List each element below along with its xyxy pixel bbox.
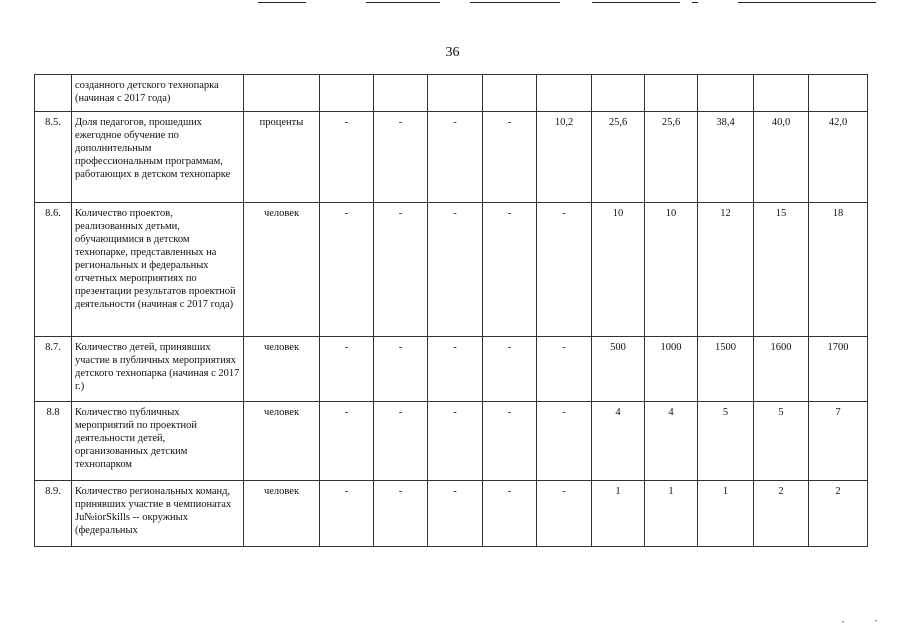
indicator-name: Доля педагогов, прошедших ежегодное обучение по дополнительным профессиональным программам, работающих в детском технопарке bbox=[72, 112, 244, 203]
value-cell: - bbox=[537, 402, 592, 481]
value-cell: 18 bbox=[809, 203, 868, 337]
value-cell: - bbox=[537, 481, 592, 547]
unit-cell bbox=[244, 75, 320, 112]
value-cell: 10,2 bbox=[537, 112, 592, 203]
table-row bbox=[35, 402, 868, 481]
value-cell: 1 bbox=[645, 481, 698, 547]
value-cell: 4 bbox=[645, 402, 698, 481]
indicator-name: Количество детей, принявших участие в публичных мероприятиях детского технопарка (начиная с 2017 г.) bbox=[72, 337, 244, 402]
table-row bbox=[35, 75, 868, 112]
row-number: 8.7. bbox=[35, 337, 72, 402]
value-cell: - bbox=[374, 337, 428, 402]
value-cell: 10 bbox=[645, 203, 698, 337]
value-cell: - bbox=[320, 203, 374, 337]
value-cell: - bbox=[374, 481, 428, 547]
value-cell: 38,4 bbox=[698, 112, 754, 203]
value-cell: - bbox=[374, 402, 428, 481]
value-cell: - bbox=[483, 337, 537, 402]
value-cell: - bbox=[428, 337, 483, 402]
value-cell: - bbox=[537, 337, 592, 402]
indicator-table bbox=[34, 74, 868, 547]
value-cell bbox=[374, 75, 428, 112]
value-cell: - bbox=[320, 402, 374, 481]
value-cell: 1600 bbox=[754, 337, 809, 402]
value-cell bbox=[698, 75, 754, 112]
value-cell: 25,6 bbox=[592, 112, 645, 203]
row-number: 8.5. bbox=[35, 112, 72, 203]
value-cell: 1000 bbox=[645, 337, 698, 402]
value-cell: 25,6 bbox=[645, 112, 698, 203]
value-cell: 1 bbox=[698, 481, 754, 547]
value-cell: 2 bbox=[809, 481, 868, 547]
row-number: 8.6. bbox=[35, 203, 72, 337]
scan-artifact-line bbox=[592, 2, 680, 3]
value-cell: 1700 bbox=[809, 337, 868, 402]
value-cell: 15 bbox=[754, 203, 809, 337]
indicator-name: Количество публичных мероприятий по проектной деятельности детей, организованных детским технопарком bbox=[72, 402, 244, 481]
scan-artifact-line bbox=[692, 2, 698, 3]
value-cell: - bbox=[483, 203, 537, 337]
scan-artifact-line bbox=[738, 2, 876, 3]
value-cell: 5 bbox=[754, 402, 809, 481]
value-cell bbox=[809, 75, 868, 112]
unit-cell: человек bbox=[244, 402, 320, 481]
value-cell: 1500 bbox=[698, 337, 754, 402]
indicator-name: Количество региональных команд, принявших участие в чемпионатах Ju№iorSkills -- окружных (федеральных bbox=[72, 481, 244, 547]
value-cell: 10 bbox=[592, 203, 645, 337]
scan-artifact-line bbox=[258, 2, 306, 3]
value-cell: 2 bbox=[754, 481, 809, 547]
value-cell bbox=[645, 75, 698, 112]
value-cell bbox=[537, 75, 592, 112]
value-cell bbox=[428, 75, 483, 112]
value-cell bbox=[754, 75, 809, 112]
value-cell: 5 bbox=[698, 402, 754, 481]
table-row bbox=[35, 203, 868, 337]
scan-speck: • bbox=[842, 620, 845, 626]
value-cell bbox=[483, 75, 537, 112]
value-cell: 4 bbox=[592, 402, 645, 481]
unit-cell: человек bbox=[244, 337, 320, 402]
value-cell: - bbox=[537, 203, 592, 337]
value-cell: - bbox=[374, 203, 428, 337]
indicator-name: Количество проектов, реализованных детьми, обучающимися в детском технопарке, представленных на региональных и федеральных отчетных мероприятиях по презентации результатов проектной деятельности (начиная с 2017 года) bbox=[72, 203, 244, 337]
value-cell: - bbox=[320, 481, 374, 547]
value-cell: 42,0 bbox=[809, 112, 868, 203]
value-cell: - bbox=[428, 481, 483, 547]
value-cell: - bbox=[320, 337, 374, 402]
value-cell: 7 bbox=[809, 402, 868, 481]
value-cell: 40,0 bbox=[754, 112, 809, 203]
row-number: 8.8 bbox=[35, 402, 72, 481]
value-cell: - bbox=[428, 203, 483, 337]
value-cell: - bbox=[483, 481, 537, 547]
value-cell: - bbox=[483, 112, 537, 203]
value-cell: 1 bbox=[592, 481, 645, 547]
row-number: 8.9. bbox=[35, 481, 72, 547]
table-row bbox=[35, 481, 868, 547]
indicator-name: созданного детского технопарка (начиная с 2017 года) bbox=[72, 75, 244, 112]
value-cell: 500 bbox=[592, 337, 645, 402]
value-cell: - bbox=[428, 112, 483, 203]
scan-artifact-line bbox=[366, 2, 440, 3]
unit-cell: человек bbox=[244, 203, 320, 337]
scan-speck: • bbox=[875, 619, 878, 625]
value-cell bbox=[320, 75, 374, 112]
scan-artifact-line bbox=[470, 2, 560, 3]
value-cell: 12 bbox=[698, 203, 754, 337]
row-number bbox=[35, 75, 72, 112]
page-number: 36 bbox=[445, 45, 460, 60]
value-cell: - bbox=[320, 112, 374, 203]
unit-cell: человек bbox=[244, 481, 320, 547]
value-cell bbox=[592, 75, 645, 112]
value-cell: - bbox=[428, 402, 483, 481]
value-cell: - bbox=[483, 402, 537, 481]
unit-cell: проценты bbox=[244, 112, 320, 203]
value-cell: - bbox=[374, 112, 428, 203]
table-row bbox=[35, 112, 868, 203]
table-row bbox=[35, 337, 868, 402]
